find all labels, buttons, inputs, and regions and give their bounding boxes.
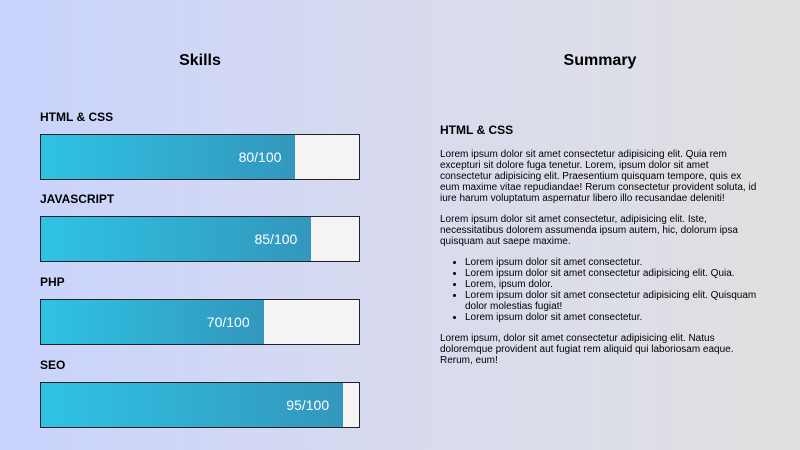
summary-title: Summary bbox=[563, 52, 637, 69]
skill-value: 80/100 bbox=[238, 149, 282, 165]
skill-progress-bar bbox=[40, 299, 360, 345]
skill-value: 95/100 bbox=[286, 397, 330, 413]
skill-label: HTML & CSS bbox=[40, 110, 114, 124]
list-item: • Lorem ipsum dolor sit amet consectetur adipisicing elit. Quia. bbox=[465, 268, 760, 279]
summary-heading: HTML & CSS bbox=[440, 123, 514, 137]
skills-title: Skills bbox=[179, 52, 221, 69]
skill-html-css bbox=[40, 110, 360, 165]
skill-progress-bar bbox=[40, 382, 360, 428]
skill-seo bbox=[40, 358, 360, 413]
skill-label: JAVASCRIPT bbox=[40, 192, 115, 206]
skill-label: SEO bbox=[40, 358, 66, 372]
list-item: • Lorem ipsum dolor sit amet consectetur. bbox=[465, 257, 760, 268]
summary-paragraph: Lorem ipsum dolor sit amet consectetur adipisicing elit. Quia rem excepturi sit dolore fuga tenetur. Lorem, ipsum dolor sit amet consectetur adipisicing elit. Praesentium quisquam tempore, quis ex eum maxime vitae repudiandae! Rerum consectetur provident soluta, id iure harum voluptatum aspernatur libero illo recusandae deleniti! bbox=[440, 149, 757, 204]
summary-body bbox=[440, 123, 760, 376]
list-item: • Lorem ipsum dolor sit amet consectetur. bbox=[465, 312, 760, 323]
list-item: • Lorem, ipsum dolor. bbox=[465, 279, 760, 290]
skill-progress-bar bbox=[40, 134, 360, 180]
summary-list bbox=[440, 257, 760, 323]
summary-paragraph: Lorem ipsum dolor sit amet consectetur, adipisicing elit. Iste, necessitatibus dolorem assumenda ipsum autem, hic, dolorum ipsa quisquam aut saepe maxime. bbox=[440, 214, 738, 247]
summary-paragraph: Lorem ipsum, dolor sit amet consectetur adipisicing elit. Natus doloremque provident aut fugiat rem aliquid qui laboriosam eaque. Rerum, eum! bbox=[440, 333, 734, 366]
skill-label: PHP bbox=[40, 275, 65, 289]
list-item: • Lorem ipsum dolor sit amet consectetur adipisicing elit. Quisquam dolor molestias fugiat! bbox=[465, 290, 760, 312]
skill-javascript bbox=[40, 192, 360, 247]
skill-value: 85/100 bbox=[254, 231, 298, 247]
skill-php bbox=[40, 275, 360, 330]
skill-value: 70/100 bbox=[206, 314, 250, 330]
skill-progress-bar bbox=[40, 216, 360, 262]
